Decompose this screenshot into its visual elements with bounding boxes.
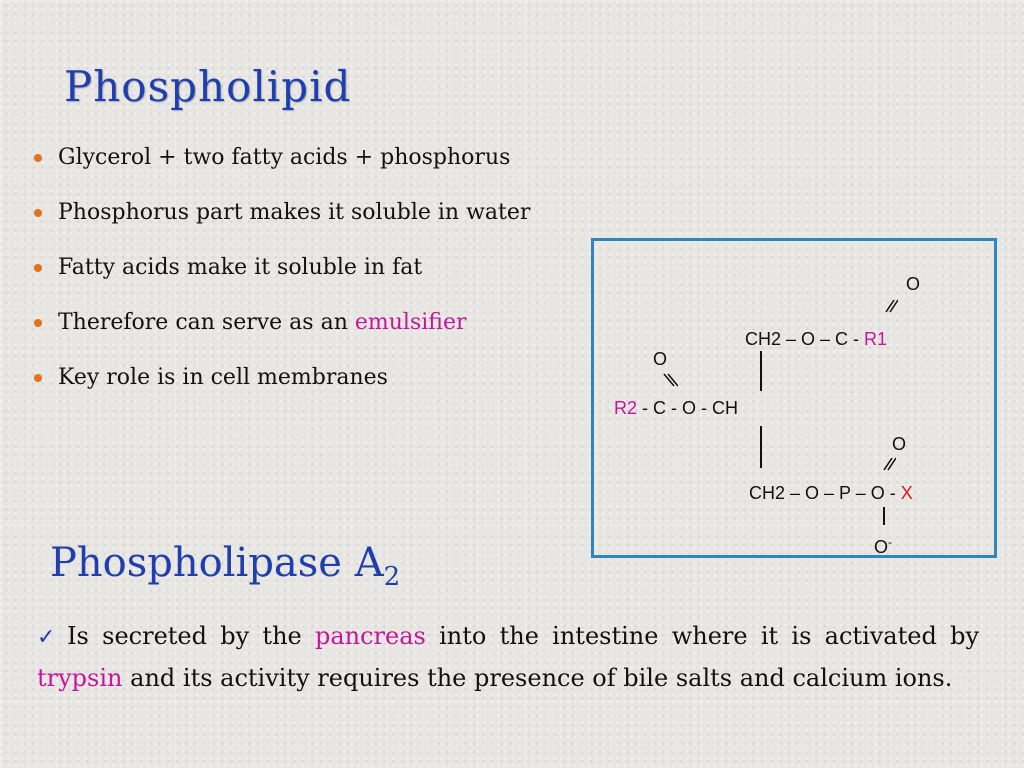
bullet-dot-icon [34, 264, 42, 272]
x-group: X [900, 483, 913, 503]
bullet-item [32, 305, 530, 360]
carbonyl-oxygen-r1: O [906, 274, 921, 294]
bullet-dot-icon [34, 319, 42, 327]
slide-title: Phospholipid [64, 62, 352, 111]
ch2-ester-text: CH2 – O – C - [745, 329, 865, 349]
checkmark-icon: ✓ [37, 625, 62, 650]
bullet-item [32, 360, 530, 415]
o-minus-charge: - [888, 535, 893, 549]
para-text: Is secreted by the [67, 622, 315, 650]
r2-group: R2 [614, 398, 638, 418]
double-bond-p-icon [880, 455, 896, 471]
phosphate-o-minus [874, 531, 892, 558]
bullet-item [32, 195, 530, 250]
row-r2-ch [614, 397, 738, 419]
bullet-text: Therefore can serve as an [58, 310, 355, 335]
bullet-dot-icon [34, 374, 42, 382]
bullet-text: Glycerol + two fatty acids + phosphorus [58, 145, 511, 170]
double-bond-r2-icon [662, 371, 678, 387]
r1-group: R1 [864, 329, 888, 349]
subtitle-subscript: 2 [383, 562, 401, 592]
phosphate-oxygen: O [892, 434, 907, 454]
o-minus-oxygen: O [874, 537, 889, 557]
row-ch2-r1 [745, 328, 887, 350]
phospholipid-structure-diagram [591, 238, 997, 558]
bullet-dot-icon [34, 209, 42, 217]
bond-line [760, 426, 762, 468]
emulsifier-term: emulsifier [354, 310, 467, 335]
carbonyl-oxygen-r2: O [653, 349, 668, 369]
ester-ch-text: - C - O - CH [637, 398, 739, 418]
bullet-text: Fatty acids make it soluble in fat [58, 255, 423, 280]
bond-line [883, 507, 885, 525]
ch2-phosphate-text: CH2 – O – P – O - [749, 483, 901, 503]
bullet-item [32, 140, 530, 195]
bullet-dot-icon [34, 154, 42, 162]
pancreas-term: pancreas [314, 622, 426, 650]
double-bond-r1-icon [882, 297, 898, 313]
para-text: into the intestine where it is activated by [425, 622, 979, 650]
bullet-text: Key role is in cell membranes [58, 365, 388, 390]
para-text: and its activity requires the presence of bile salts and calcium ions. [122, 664, 953, 692]
subtitle-main: Phospholipase A [50, 540, 384, 586]
bullet-text: Phosphorus part makes it soluble in water [58, 200, 531, 225]
bullet-item [32, 250, 530, 305]
description-paragraph [37, 616, 979, 699]
row-ch2-phosphate [749, 482, 913, 504]
bullet-list [32, 140, 530, 415]
trypsin-term: trypsin [37, 664, 123, 692]
section-subtitle [50, 540, 400, 592]
bond-line [760, 351, 762, 391]
